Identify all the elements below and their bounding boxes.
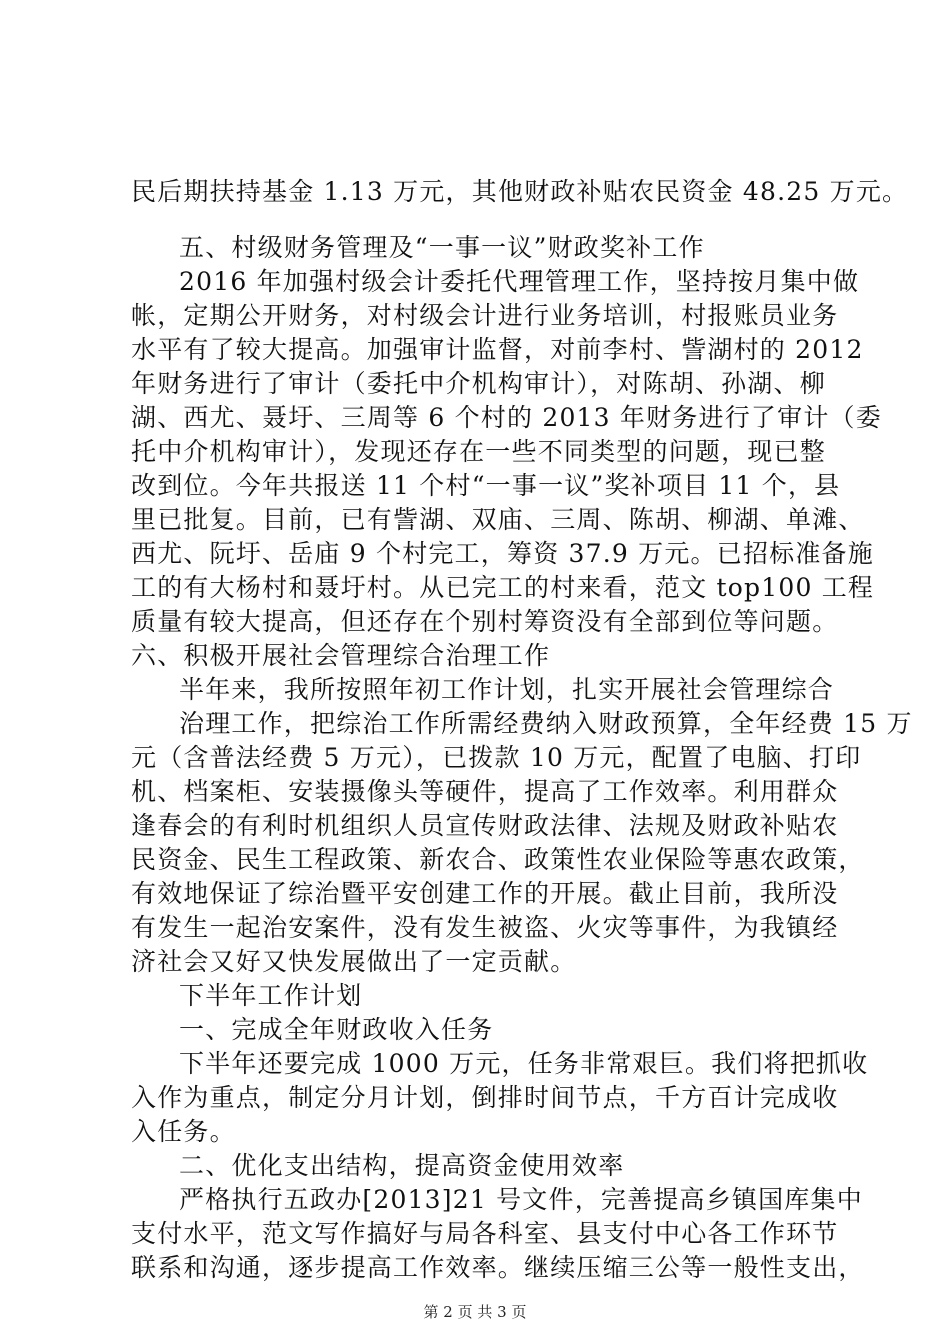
text-line: 严格执行五政办[2013]21 号文件，完善提高乡镇国库集中 (179, 1185, 863, 1214)
text-line: 民后期扶持基金 1.13 万元，其他财政补贴农民资金 48.25 万元。 (131, 177, 909, 206)
text-line: 托中介机构审计），发现还存在一些不同类型的问题，现已整 (131, 437, 826, 466)
text-line: 水平有了较大提高。加强审计监督，对前李村、訾湖村的 2012 (131, 335, 864, 364)
section-heading: 二、优化支出结构，提高资金使用效率 (179, 1151, 625, 1180)
text-line: 民资金、民生工程政策、新农合、政策性农业保险等惠农政策， (131, 845, 865, 874)
text-line: 下半年还要完成 1000 万元，任务非常艰巨。我们将把抓收 (179, 1049, 869, 1078)
text-line: 入作为重点，制定分月计划，倒排时间节点，千方百计完成收 (131, 1083, 839, 1112)
section-heading: 一、完成全年财政收入任务 (179, 1015, 494, 1044)
text-line: 里已批复。目前，已有訾湖、双庙、三周、陈胡、柳湖、单滩、 (131, 505, 865, 534)
text-line: 帐，定期公开财务，对村级会计进行业务培训，村报账员业务 (131, 301, 839, 330)
text-line: 治理工作，把综治工作所需经费纳入财政预算，全年经费 15 万 (179, 709, 913, 738)
section-heading: 半年来，我所按照年初工作计划，扎实开展社会管理综合 (179, 675, 835, 704)
text-line: 工的有大杨村和聂圩村。从已完工的村来看，范文 top100 工程 (131, 573, 875, 602)
text-line: 有效地保证了综治暨平安创建工作的开展。截止目前，我所没 (131, 879, 839, 908)
text-line: 机、档案柜、安装摄像头等硬件，提高了工作效率。利用群众 (131, 777, 839, 806)
text-line: 支付水平，范文写作搞好与局各科室、县支付中心各工作环节 (131, 1219, 839, 1248)
section-heading: 五、村级财务管理及“一事一议”财政奖补工作 (179, 233, 705, 262)
text-line: 湖、西尤、聂圩、三周等 6 个村的 2013 年财务进行了审计（委 (131, 403, 882, 432)
text-line: 改到位。今年共报送 11 个村“一事一议”奖补项目 11 个，县 (131, 471, 841, 500)
text-line: 质量有较大提高，但还存在个别村筹资没有全部到位等问题。 (131, 607, 839, 636)
text-line: 联系和沟通，逐步提高工作效率。继续压缩三公等一般性支出， (131, 1253, 865, 1282)
text-line: 入任务。 (131, 1117, 236, 1146)
text-line: 六、积极开展社会管理综合治理工作 (131, 641, 551, 670)
text-line: 元（含普法经费 5 万元），已拨款 10 万元，配置了电脑、打印 (131, 743, 862, 772)
text-line: 年财务进行了审计（委托中介机构审计），对陈胡、孙湖、柳 (131, 369, 826, 398)
text-line: 有发生一起治安案件，没有发生被盗、火灾等事件，为我镇经 (131, 913, 839, 942)
page-number: 第 2 页 共 3 页 (423, 1303, 527, 1321)
text-line: 济社会又好又快发展做出了一定贡献。 (131, 947, 577, 976)
section-heading: 下半年工作计划 (179, 981, 363, 1010)
text-line: 逢春会的有利时机组织人员宣传财政法律、法规及财政补贴农 (131, 811, 839, 840)
text-line: 西尤、阮圩、岳庙 9 个村完工，筹资 37.9 万元。已招标准备施 (131, 539, 874, 568)
text-line: 2016 年加强村级会计委托代理管理工作，坚持按月集中做 (179, 267, 860, 296)
